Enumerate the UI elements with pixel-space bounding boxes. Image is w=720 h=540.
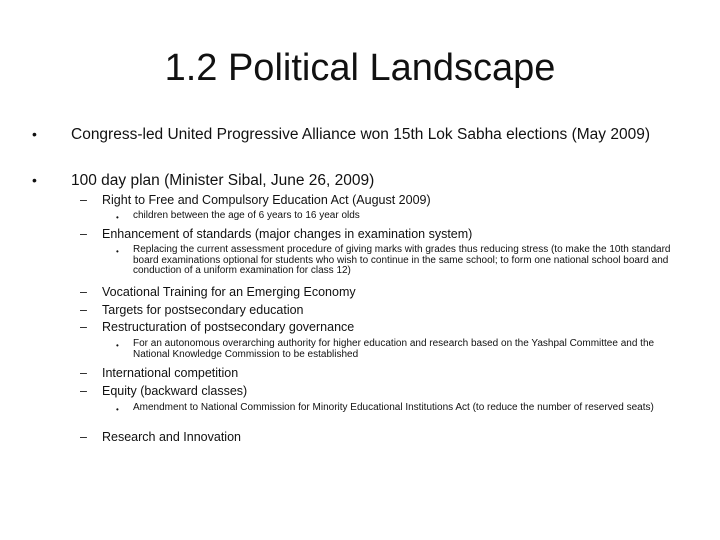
bullet-text: 100 day plan (Minister Sibal, June 26, 2009) <box>71 172 375 189</box>
sub-item-text: Equity (backward classes) <box>102 384 248 398</box>
slide-title: 1.2 Political Landscape <box>164 47 556 89</box>
sub-item-text: Right to Free and Compulsory Education Act (August 2009) <box>102 193 431 207</box>
sub-item-text: Restructuration of postsecondary governance <box>102 320 355 334</box>
sub-item-text: Vocational Training for an Emerging Economy <box>102 285 356 299</box>
sub-item-text: Enhancement of standards (major changes in examination system) <box>102 227 473 241</box>
sub-item-text: Targets for postsecondary education <box>102 303 304 317</box>
bullet-icon: • <box>32 172 37 188</box>
dash-icon: – <box>80 366 87 380</box>
sub-sub-item-text: Replacing the current assessment procedure of giving marks with grades thus reducing stress (to make the 10th standard board examinations optional for students who wish to continue in the same school; to form one national school board and conduction of a uniform examination for class 12) <box>133 244 671 277</box>
bullet-icon: • <box>116 341 119 350</box>
bullet-icon: • <box>116 213 119 222</box>
bullet-icon: • <box>116 405 119 414</box>
sub-item-text: International competition <box>102 366 239 380</box>
bullet-icon: • <box>116 247 119 256</box>
dash-icon: – <box>80 285 87 299</box>
dash-icon: – <box>80 320 87 334</box>
dash-icon: – <box>80 193 87 207</box>
sub-sub-item-text: children between the age of 6 years to 16 year olds <box>133 210 360 221</box>
sub-sub-item-text: Amendment to National Commission for Minority Educational Institutions Act (to reduce the number of reserved seats) <box>133 402 654 413</box>
sub-item-text: Research and Innovation <box>102 430 241 444</box>
dash-icon: – <box>80 303 87 317</box>
bullet-icon: • <box>32 126 37 142</box>
sub-sub-item-text: For an autonomous overarching authority for higher education and research based on the Yashpal Committee and the National Knowledge Commission to be established <box>133 338 655 360</box>
dash-icon: – <box>80 227 87 241</box>
dash-icon: – <box>80 384 87 398</box>
bullet-text: Congress-led United Progressive Alliance won 15th Lok Sabha elections (May 2009) <box>71 126 650 143</box>
dash-icon: – <box>80 430 87 444</box>
